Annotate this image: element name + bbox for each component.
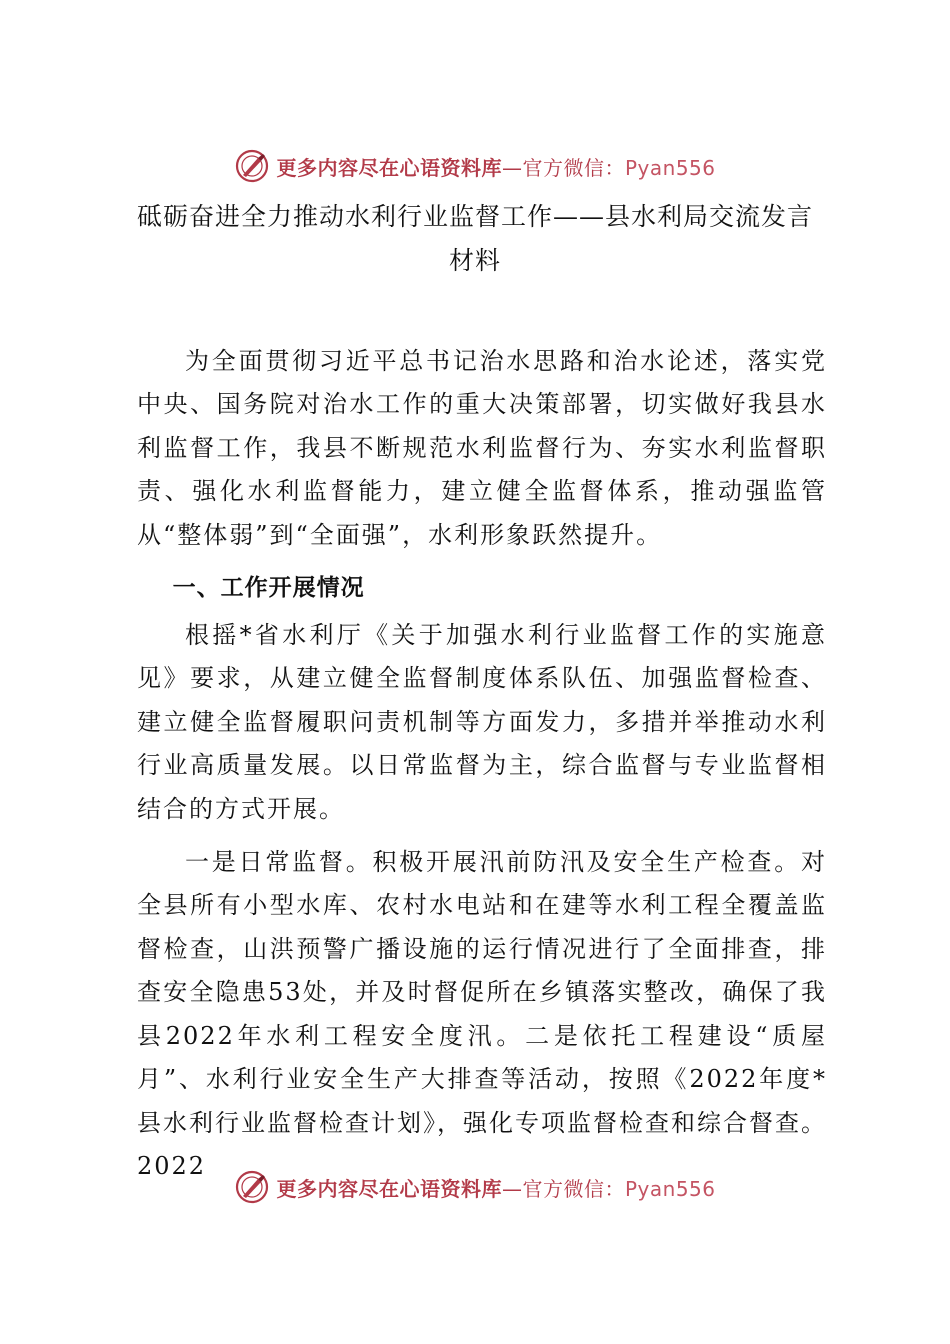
intro-paragraph: 为全面贯彻习近平总书记治水思路和治水论述，落实党中央、国务院对治水工作的重大决策部署，切实做好我县水利监督工作，我县不断规范水利监督行为、夯实水利监督职责、强化水利监督能力，建立健全监督体系，推动强监管从“整体弱”到“全面强”，水利形象跃然提升。 (137, 347, 827, 549)
watermark-text (276, 1173, 715, 1202)
watermark-id: Pyan556 (624, 1176, 716, 1201)
watermark-id: Pyan556 (624, 155, 716, 180)
watermark-sep: —官方微信： (501, 1176, 625, 1201)
section-paragraph-1: 根摇*省水利厅《关于加强水利行业监督工作的实施意见》要求，从建立健全监督制度体系队伍、加强监督检查、建立健全监督履职问责机制等方面发力，多措并举推动水利行业高质量发展。以日常监督为主，综合监督与专业监督相结合的方式开展。 (137, 621, 827, 823)
pen-circle-icon (234, 1169, 270, 1205)
pen-circle-icon (234, 148, 270, 184)
watermark-top (0, 144, 950, 188)
section-paragraph-2: 一是日常监督。积极开展汛前防汛及安全生产检查。对全县所有小型水库、农村水电站和在建等水利工程全覆盖监督检查，山洪预警广播设施的运行情况进行了全面排查，排查安全隐患53处，并及时督促所在乡镇落实整改，确保了我县2022年水利工程安全度汛。二是依托工程建设“质屋月”、水利行业安全生产大排查等活动，按照《2022年度*县水利行业监督检查计划》，强化专项监督检查和综合督查。2022 (137, 848, 827, 1180)
section-heading: 一、工作开展情况 (172, 575, 365, 602)
watermark-main: 更多内容尽在心语资料库 (276, 155, 502, 180)
document-title-line1: 砥砺奋进全力推动水利行业监督工作——县水利局交流发言 (136, 202, 813, 231)
document-body (137, 340, 827, 1188)
watermark-bottom (0, 1165, 950, 1209)
document-title-line2: 材料 (448, 246, 501, 275)
watermark-sep: —官方微信： (501, 155, 625, 180)
watermark-text (276, 152, 715, 181)
watermark-main: 更多内容尽在心语资料库 (276, 1176, 502, 1201)
